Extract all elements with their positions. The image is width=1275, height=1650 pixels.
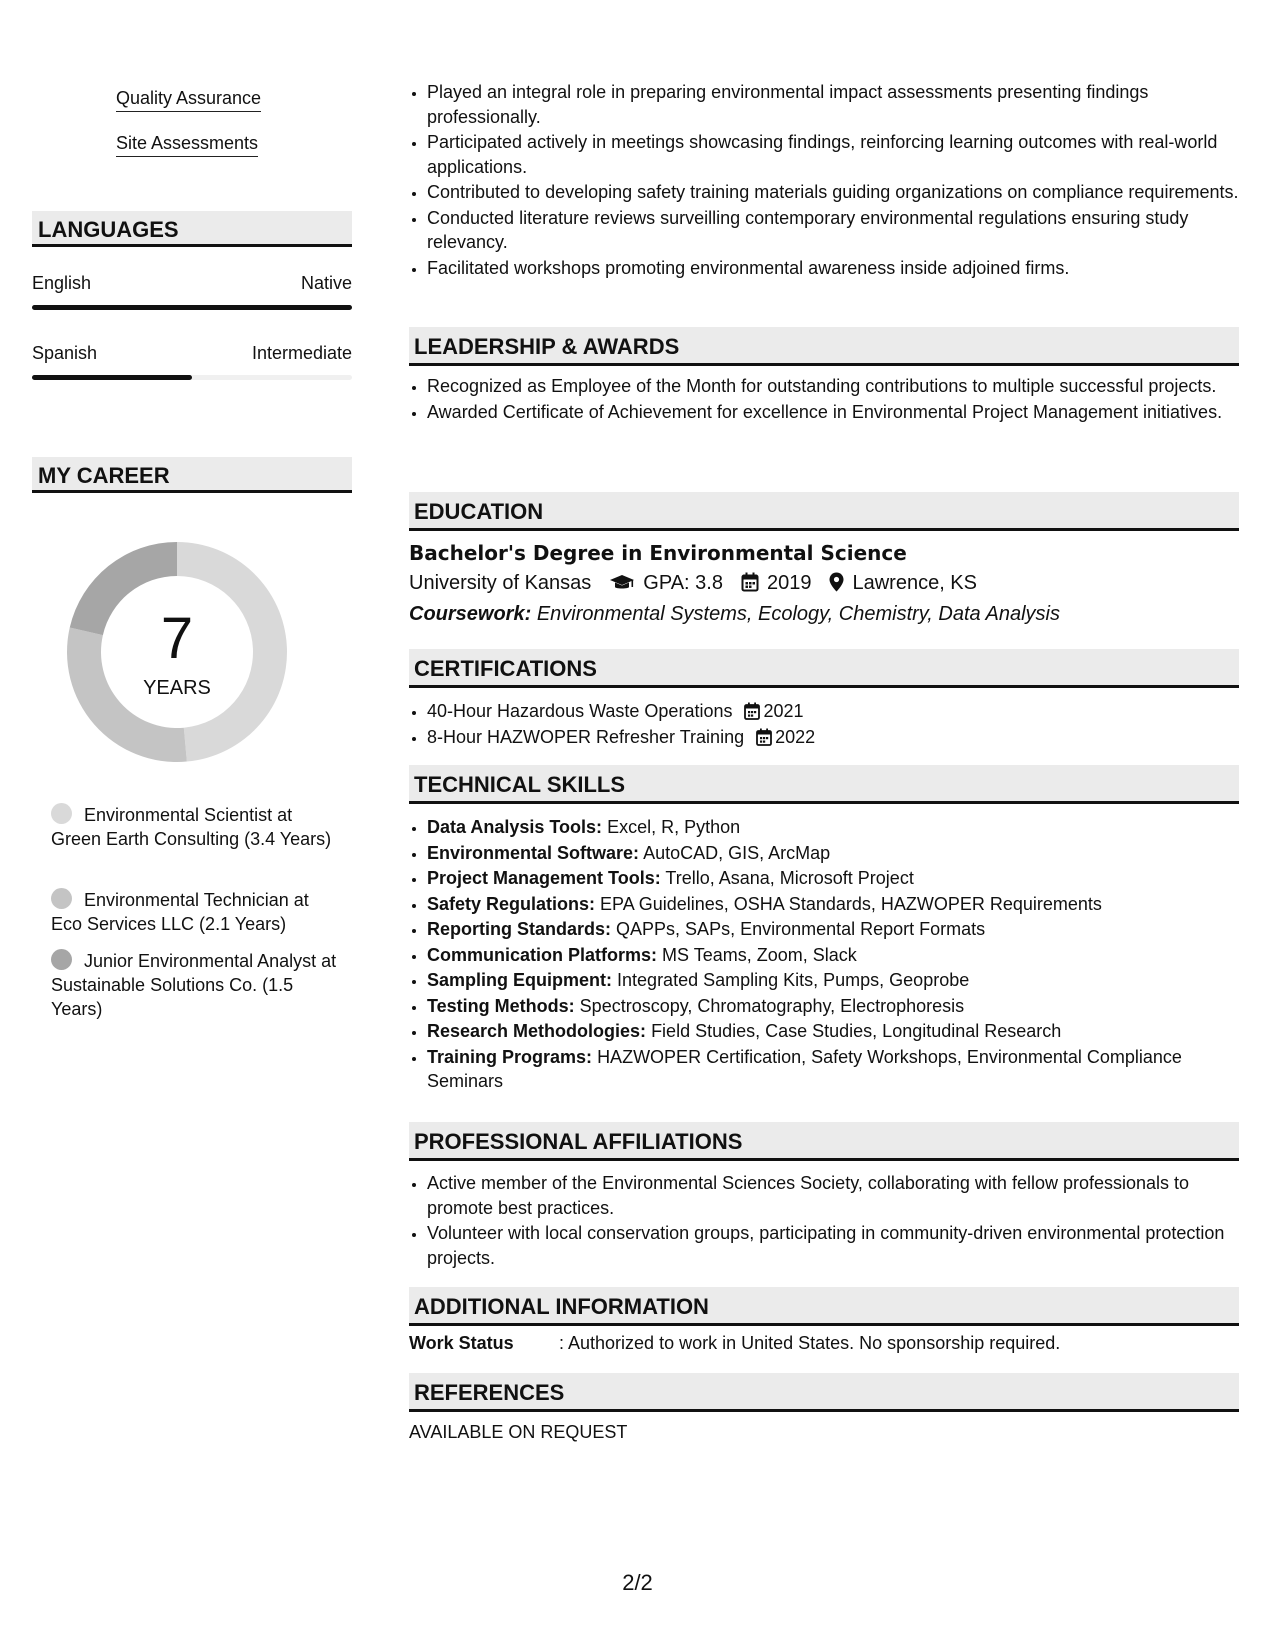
- list-item: • Facilitated workshops promoting environmental awareness inside adjoined firms.: [427, 256, 1257, 281]
- calendar-icon: [741, 572, 759, 598]
- language-name: Spanish: [32, 343, 98, 363]
- certifications-heading: CERTIFICATIONS: [409, 649, 1239, 688]
- skill-item: • Reporting Standards: QAPPs, SAPs, Environmental Report Formats: [427, 917, 1257, 942]
- gpa: GPA: 3.8: [643, 572, 723, 594]
- skill-item: • Project Management Tools: Trello, Asana, Microsoft Project: [427, 866, 1257, 891]
- certification-year: 2021: [763, 701, 804, 721]
- school-name: University of Kansas: [409, 572, 592, 594]
- certification-name: 8-Hour HAZWOPER Refresher Training: [427, 726, 745, 747]
- legend-dot: [51, 803, 72, 824]
- skill-item: • Sampling Equipment: Integrated Sampling Kits, Pumps, Geoprobe: [427, 968, 1257, 993]
- work-status-label: Work Status: [409, 1333, 514, 1353]
- work-status-value: : Authorized to work in United States. No sponsorship required.: [559, 1333, 1061, 1353]
- skill-tag: Site Assessments: [116, 133, 258, 157]
- technical-skills-heading: TECHNICAL SKILLS: [409, 765, 1239, 804]
- language-name: English: [32, 273, 92, 293]
- leadership-heading: LEADERSHIP & AWARDS: [409, 327, 1239, 366]
- list-item: • Awarded Certificate of Achievement for excellence in Environmental Project Management initiatives.: [427, 400, 1257, 425]
- school-location: Lawrence, KS: [852, 572, 977, 594]
- graduation-cap-icon: [609, 574, 635, 598]
- list-item: • Participated actively in meetings showcasing findings, reinforcing learning outcomes with real-world applications.: [427, 130, 1257, 179]
- skill-tag: Quality Assurance: [116, 88, 261, 112]
- legend-dot: [51, 949, 72, 970]
- additional-info-heading: ADDITIONAL INFORMATION: [409, 1287, 1239, 1326]
- coursework-list: Environmental Systems, Ecology, Chemistry, Data Analysis: [536, 603, 1060, 625]
- certification-item: [427, 725, 1257, 750]
- certification-item: [427, 699, 1257, 724]
- technical-skills-list: [409, 815, 1257, 1095]
- career-role: Environmental Scientist at Green Earth Consulting (3.4 Years): [51, 805, 332, 849]
- career-role: Environmental Technician at Eco Services LLC (2.1 Years): [51, 890, 309, 934]
- work-status: [409, 1333, 1060, 1354]
- language-bar: [32, 305, 352, 310]
- language-bar-fill: [32, 305, 352, 310]
- degree-title: Bachelor's Degree in Environmental Science: [409, 541, 907, 565]
- language-level: Intermediate: [251, 343, 352, 363]
- education-details: [409, 572, 977, 598]
- calendar-icon: [744, 702, 760, 720]
- language-bar: [32, 375, 352, 380]
- certification-name: 40-Hour Hazardous Waste Operations: [427, 701, 733, 721]
- list-item: • Contributed to developing safety training materials guiding organizations on compliance requirements.: [427, 180, 1257, 205]
- language-bar-fill: [32, 375, 192, 380]
- languages-heading: LANGUAGES: [32, 211, 352, 247]
- education-heading: EDUCATION: [409, 492, 1239, 531]
- career-years-unit: YEARS: [143, 677, 211, 699]
- skill-item: • Safety Regulations: EPA Guidelines, OSHA Standards, HAZWOPER Requirements: [427, 892, 1257, 917]
- references-text: AVAILABLE ON REQUEST: [409, 1422, 628, 1442]
- calendar-icon: [756, 728, 772, 746]
- skill-item: • Data Analysis Tools: Excel, R, Python: [427, 815, 1257, 840]
- affiliations-list: [409, 1171, 1257, 1271]
- skill-item: • Communication Platforms: MS Teams, Zoom, Slack: [427, 943, 1257, 968]
- language-level: Native: [300, 273, 352, 293]
- coursework-label: Coursework:: [409, 603, 532, 625]
- list-item: • Recognized as Employee of the Month for outstanding contributions to multiple successful projects.: [427, 374, 1257, 399]
- certifications-list: [409, 699, 1257, 750]
- skill-item: • Training Programs: HAZWOPER Certification, Safety Workshops, Environmental Compliance Seminars: [427, 1045, 1257, 1094]
- list-item: • Volunteer with local conservation groups, participating in community-driven environmental protection projects.: [427, 1221, 1257, 1270]
- list-item: • Conducted literature reviews surveilling contemporary environmental regulations ensuring study relevancy.: [427, 206, 1257, 255]
- list-item: • Played an integral role in preparing environmental impact assessments presenting findings professionally.: [427, 80, 1257, 129]
- coursework: [409, 603, 1060, 626]
- references-heading: REFERENCES: [409, 1373, 1239, 1412]
- career-role: Junior Environmental Analyst at Sustainable Solutions Co. (1.5 Years): [51, 951, 337, 1019]
- legend-dot: [51, 888, 72, 909]
- location-pin-icon: [829, 572, 844, 598]
- experience-bullets: [409, 80, 1257, 281]
- skill-item: • Research Methodologies: Field Studies, Case Studies, Longitudinal Research: [427, 1019, 1257, 1044]
- career-heading: MY CAREER: [32, 457, 352, 493]
- page-number: 2/2: [622, 1570, 653, 1595]
- list-item: • Active member of the Environmental Sciences Society, collaborating with fellow professionals to promote best practices.: [427, 1171, 1257, 1220]
- certification-year: 2022: [775, 726, 816, 747]
- leadership-list: [409, 374, 1257, 425]
- graduation-year: 2019: [766, 572, 812, 594]
- skill-item: • Environmental Software: AutoCAD, GIS, ArcMap: [427, 841, 1257, 866]
- affiliations-heading: PROFESSIONAL AFFILIATIONS: [409, 1122, 1239, 1161]
- career-total-years: 7: [160, 606, 194, 671]
- skill-item: • Testing Methods: Spectroscopy, Chromatography, Electrophoresis: [427, 994, 1257, 1019]
